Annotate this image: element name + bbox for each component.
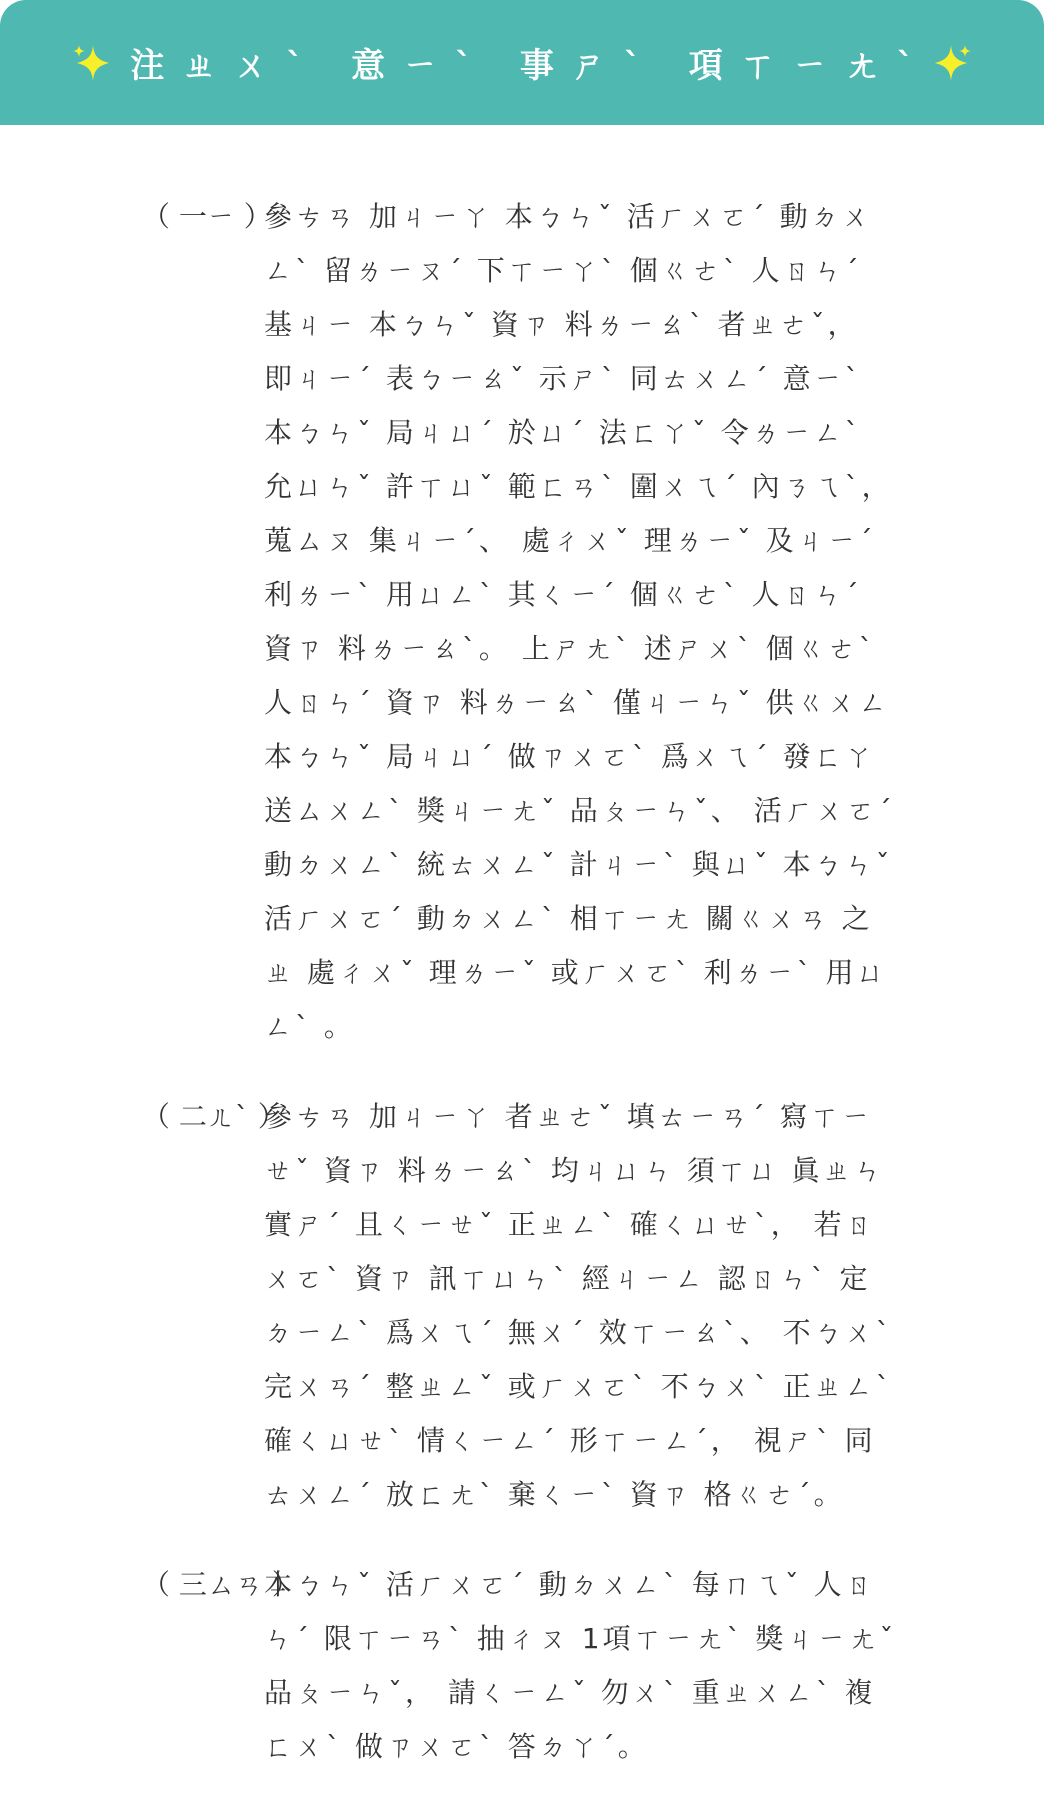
notice-item-3 (142, 1558, 902, 1774)
sparkle-icon (930, 42, 972, 84)
notice-text: 參ㄘㄢ 加ㄐㄧㄚ 本ㄅㄣˇ 活ㄏㄨㄛˊ 動ㄉㄨㄥˋ 留ㄌㄧㄡˊ 下ㄒㄧㄚˋ 個ㄍㄜˋ 人ㄖㄣˊ 基ㄐㄧ 本ㄅㄣˇ 資ㄗ 料ㄌㄧㄠˋ 者ㄓㄜˇ， 即ㄐㄧˊ 表ㄅㄧㄠˇ 示ㄕˋ 同ㄊㄨㄥˊ 意ㄧˋ 本ㄅㄣˇ 局ㄐㄩˊ 於ㄩˊ 法ㄈㄚˇ 令ㄌㄧㄥˋ 允ㄩㄣˇ 許ㄒㄩˇ 範ㄈㄢˋ 圍ㄨㄟˊ 內ㄋㄟˋ， 蒐ㄙㄡ 集ㄐㄧˊ、 處ㄔㄨˇ 理ㄌㄧˇ 及ㄐㄧˊ 利ㄌㄧˋ 用ㄩㄥˋ 其ㄑㄧˊ 個ㄍㄜˋ 人ㄖㄣˊ 資ㄗ 料ㄌㄧㄠˋ。 上ㄕㄤˋ 述ㄕㄨˋ 個ㄍㄜˋ 人ㄖㄣˊ 資ㄗ 料ㄌㄧㄠˋ 僅ㄐㄧㄣˇ 供ㄍㄨㄥ 本ㄅㄣˇ 局ㄐㄩˊ 做ㄗㄨㄛˋ 爲ㄨㄟˊ 發ㄈㄚ 送ㄙㄨㄥˋ 獎ㄐㄧㄤˇ 品ㄆㄧㄣˇ、 活ㄏㄨㄛˊ 動ㄉㄨㄥˋ 統ㄊㄨㄥˇ 計ㄐㄧˋ 與ㄩˇ 本ㄅㄣˇ 活ㄏㄨㄛˊ 動ㄉㄨㄥˋ 相ㄒㄧㄤ 關ㄍㄨㄢ 之ㄓ 處ㄔㄨˇ 理ㄌㄧˇ 或ㄏㄨㄛˋ 利ㄌㄧˋ 用ㄩㄥˋ 。 (264, 200, 895, 1043)
page-title: 注ㄓㄨˋ 意ㄧˋ 事ㄕˋ 項ㄒㄧㄤˋ (130, 46, 932, 86)
notice-text: 參ㄘㄢ 加ㄐㄧㄚ 者ㄓㄜˇ 填ㄊㄧㄢˊ 寫ㄒㄧㄝˇ 資ㄗ 料ㄌㄧㄠˋ 均ㄐㄩㄣ 須ㄒㄩ 眞ㄓㄣ 實ㄕˊ 且ㄑㄧㄝˇ 正ㄓㄥˋ 確ㄑㄩㄝˋ， 若ㄖㄨㄛˋ 資ㄗ 訊ㄒㄩㄣˋ 經ㄐㄧㄥ 認ㄖㄣˋ 定ㄉㄧㄥˋ 爲ㄨㄟˊ 無ㄨˊ 效ㄒㄧㄠˋ、 不ㄅㄨˋ 完ㄨㄢˊ 整ㄓㄥˇ 或ㄏㄨㄛˋ 不ㄅㄨˋ 正ㄓㄥˋ 確ㄑㄩㄝˋ 情ㄑㄧㄥˊ 形ㄒㄧㄥˊ， 視ㄕˋ 同ㄊㄨㄥˊ 放ㄈㄤˋ 棄ㄑㄧˋ 資ㄗ 格ㄍㄜˊ。 (264, 1100, 893, 1511)
notice-number: （ 一ㄧ ） (142, 200, 272, 233)
notice-item-1 (142, 190, 902, 1054)
sparkle-icon (72, 42, 114, 84)
notice-list (142, 190, 902, 1810)
notice-number: （ 三ㄙㄢ ） (142, 1568, 300, 1601)
notice-number: （ 二ㄦˋ ） (142, 1100, 286, 1133)
header-title-group (72, 38, 972, 87)
notice-item-2 (142, 1090, 902, 1522)
notice-text: 本ㄅㄣˇ 活ㄏㄨㄛˊ 動ㄉㄨㄥˋ 每ㄇㄟˇ 人ㄖㄣˊ 限ㄒㄧㄢˋ 抽ㄔㄡ 1項ㄒㄧㄤˋ 獎ㄐㄧㄤˇ 品ㄆㄧㄣˇ， 請ㄑㄧㄥˇ 勿ㄨˋ 重ㄓㄨㄥˋ 複ㄈㄨˋ 做ㄗㄨㄛˋ 答ㄉㄚˊ。 (264, 1568, 897, 1763)
header-banner (0, 0, 1044, 125)
